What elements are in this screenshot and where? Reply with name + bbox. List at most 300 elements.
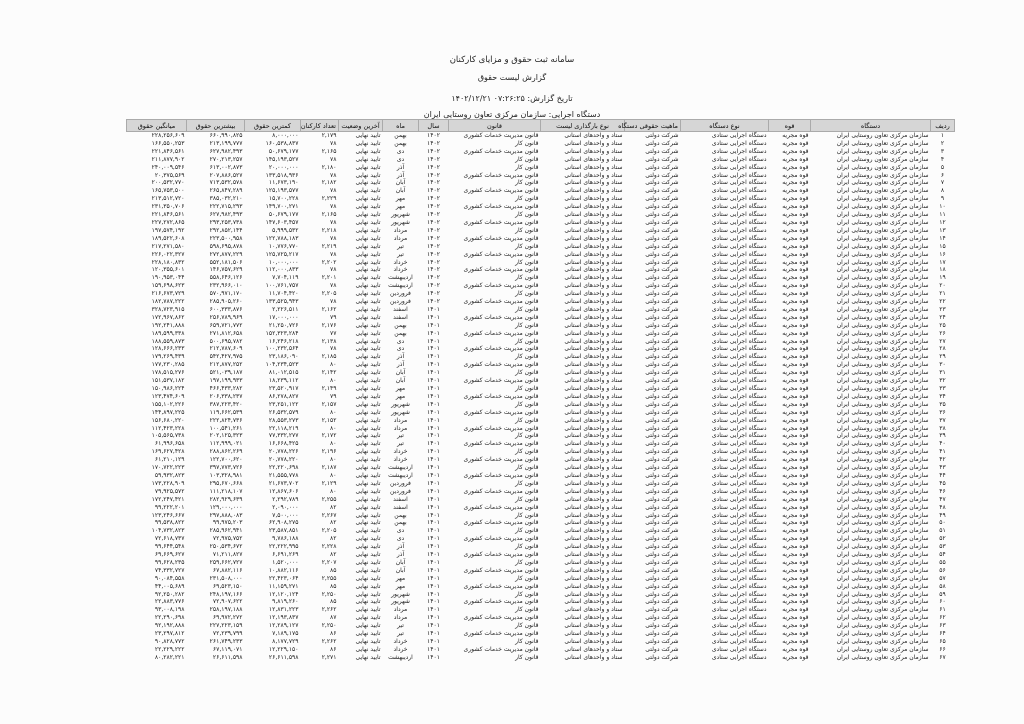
avg-salary-cell: ۱۷۹,۲۶۹,۴۳۹ <box>151 353 185 361</box>
employee-count-cell: ۸۰ <box>330 456 337 464</box>
branch-cell: قوه مجریه <box>782 487 809 495</box>
year-cell: ۱۴۰۱ <box>427 551 440 559</box>
branch-cell: قوه مجریه <box>782 234 809 242</box>
month-cell: دی <box>396 535 405 543</box>
avg-salary-cell: ۱۷۰,۷۲۲,۲۲۳ <box>151 464 185 472</box>
upload-type-cell: ستاد و واحدهای استانی <box>564 432 623 440</box>
law-cell: قانون کار <box>515 179 539 187</box>
status-cell: تایید نهایی <box>355 558 381 566</box>
max-salary-cell: ۶۷,۸۸۲,۱۱۶ <box>212 566 243 574</box>
upload-type-cell: ستاد و واحدهای استانی <box>564 218 623 226</box>
max-salary-cell: ۲۷۲,۸۷۷,۲۲۹ <box>209 250 243 258</box>
month-cell: دی <box>396 147 405 155</box>
avg-salary-cell: ۷۲,۶۱۸,۷۳۷ <box>154 535 185 543</box>
status-cell: تایید نهایی <box>355 527 381 535</box>
row-number: ۲۵ <box>939 321 946 329</box>
upload-type-cell: ستاد و واحدهای استانی <box>564 242 623 250</box>
max-salary-cell: ۱۲۹,۰۰۰,۰۰۰ <box>209 503 243 511</box>
employee-count-cell: ۸۲ <box>330 535 337 543</box>
table-row <box>127 567 955 575</box>
agency-cell: سازمان مرکزی تعاون روستایی ایران <box>836 448 929 456</box>
branch-cell: قوه مجریه <box>782 155 809 163</box>
employee-count-cell: ۷۹ <box>330 313 337 321</box>
table-row <box>127 282 955 290</box>
legal-nature-cell: شرکت دولتی <box>645 337 679 345</box>
year-cell: ۱۴۰۱ <box>427 408 440 416</box>
avg-salary-cell: ۲۱۳,۵۱۲,۷۲۰ <box>151 195 185 203</box>
table-row <box>127 306 955 314</box>
avg-salary-cell: ۱۹۷,۵۷۴,۱۹۲ <box>151 226 185 234</box>
avg-salary-cell: ۱۰۵,۵۶۵,۷۳۸ <box>151 432 185 440</box>
row-number: ۵۴ <box>939 551 946 559</box>
min-salary-cell: ۱۱۲,۰۰۰,۸۳۳ <box>265 266 299 274</box>
row-number: ۳۱ <box>939 369 946 377</box>
branch-cell: قوه مجریه <box>782 653 809 661</box>
month-cell: بهمن <box>394 321 407 329</box>
status-cell: تایید نهایی <box>355 258 381 266</box>
max-salary-cell: ۲۹۷,۸۸۸,۰۸۳ <box>209 511 243 519</box>
law-cell: قانون مدیریت خدمات کشوری <box>463 551 539 559</box>
min-salary-cell: ۲,۲۲۶,۵۱۱ <box>272 305 299 313</box>
year-cell: ۱۴۰۱ <box>427 653 440 661</box>
report-title: گزارش لیست حقوق <box>477 73 547 82</box>
row-number: ۱۸ <box>939 266 946 274</box>
legal-nature-cell: شرکت دولتی <box>645 139 679 147</box>
max-salary-cell: ۲۱۲,۸۷۷,۲۵۲ <box>209 361 243 369</box>
status-cell: تایید نهایی <box>355 290 381 298</box>
agency-type-cell: دستگاه اجرایی ستادی <box>711 511 767 519</box>
table-row <box>127 496 955 504</box>
row-number: ۴۱ <box>939 448 946 456</box>
avg-salary-cell: ۱۸۲,۷۸۷,۲۲۲ <box>151 298 185 306</box>
branch-cell: قوه مجریه <box>782 329 809 337</box>
law-cell: قانون مدیریت خدمات کشوری <box>463 147 539 155</box>
agency-type-cell: دستگاه اجرایی ستادی <box>711 282 767 290</box>
max-salary-cell: ۶۹,۵۲۳,۱۵۰ <box>212 582 243 590</box>
law-cell: قانون کار <box>515 638 539 645</box>
status-cell: تایید نهایی <box>355 242 381 250</box>
status-cell: تایید نهایی <box>355 163 381 171</box>
agency-cell: سازمان مرکزی تعاون روستایی ایران <box>836 622 929 630</box>
agency-cell: سازمان مرکزی تعاون روستایی ایران <box>836 606 929 614</box>
status-cell: تایید نهایی <box>355 282 381 290</box>
row-number: ۴۴ <box>939 471 946 479</box>
law-cell: قانون مدیریت خدمات کشوری <box>463 234 539 242</box>
status-cell: تایید نهایی <box>355 195 381 203</box>
upload-type-cell: ستاد و واحدهای استانی <box>564 574 623 582</box>
employee-count-cell: ۲,۲۵۰ <box>321 590 337 598</box>
law-cell: قانون مدیریت خدمات کشوری <box>463 535 539 543</box>
min-salary-cell: ۸۶,۲۷۸,۸۲۷ <box>268 392 299 400</box>
year-cell: ۱۴۰۱ <box>427 479 440 487</box>
upload-type-cell: ستاد و واحدهای استانی <box>564 179 623 187</box>
legal-nature-cell: شرکت دولتی <box>645 329 679 337</box>
avg-salary-cell: ۱۸۹,۵۹۹,۳۳۸ <box>151 329 185 337</box>
agency-type-cell: دستگاه اجرایی ستادی <box>711 543 767 551</box>
row-number: ۴۸ <box>939 503 946 511</box>
law-cell: قانون کار <box>515 590 539 598</box>
law-cell: قانون کار <box>515 479 539 487</box>
year-cell: ۱۴۰۱ <box>427 558 440 566</box>
min-salary-cell: ۷,۱۸۹,۱۷۵ <box>272 630 299 638</box>
max-salary-cell: ۲۵۹,۶۶۲,۷۲۷ <box>209 558 243 566</box>
upload-type-cell: ستاد و واحدهای استانی <box>564 416 623 424</box>
row-number: ۴۰ <box>939 440 946 448</box>
table-row <box>127 179 955 187</box>
month-cell: آذر <box>396 551 405 559</box>
upload-type-cell: ستاد و واحدهای استانی <box>564 479 623 487</box>
agency-type-cell: دستگاه اجرایی ستادی <box>711 400 767 408</box>
month-cell: مهر <box>395 203 406 211</box>
row-number: ۹ <box>940 195 945 203</box>
year-cell: ۱۴۰۱ <box>427 543 440 551</box>
month-cell: تیر <box>397 440 404 448</box>
min-salary-cell: ۷,۷۰۴,۱۱۹ <box>272 274 299 282</box>
table-row <box>127 512 955 520</box>
row-number: ۳۸ <box>939 424 946 432</box>
agency-type-cell: دستگاه اجرایی ستادی <box>711 385 767 392</box>
status-cell: تایید نهایی <box>355 535 381 543</box>
table-row <box>127 535 955 543</box>
min-salary-cell: ۱۲,۱۲۰,۱۲۴ <box>268 590 299 598</box>
law-cell: قانون کار <box>515 511 539 519</box>
status-cell: تایید نهایی <box>355 266 381 274</box>
branch-cell: قوه مجریه <box>782 345 809 353</box>
employee-count-cell: ۲,۲۵۵ <box>321 495 337 503</box>
agency-type-cell: دستگاه اجرایی ستادی <box>711 630 767 638</box>
upload-type-cell: ستاد و واحدهای استانی <box>564 171 623 179</box>
upload-type-cell: ستاد و واحدهای استانی <box>564 337 623 345</box>
law-cell: قانون مدیریت خدمات کشوری <box>463 313 539 321</box>
agency-type-cell: دستگاه اجرایی ستادی <box>711 495 767 503</box>
agency-cell: سازمان مرکزی تعاون روستایی ایران <box>836 337 929 345</box>
upload-type-cell: ستاد و واحدهای استانی <box>564 234 623 242</box>
avg-salary-cell: ۱۷۲,۲۴۷,۴۲۱ <box>151 495 185 503</box>
table-row <box>127 591 955 599</box>
agency-cell: سازمان مرکزی تعاون روستایی ایران <box>836 598 929 606</box>
agency-cell: سازمان مرکزی تعاون روستایی ایران <box>836 408 929 416</box>
month-cell: آبان <box>395 369 406 377</box>
col-header: ماه <box>383 120 419 132</box>
max-salary-cell: ۲۲۲,۷۱۵,۲۹۳ <box>209 203 243 211</box>
employee-count-cell: ۲,۱۵۲ <box>321 416 337 424</box>
table-row <box>127 172 955 180</box>
agency-cell: سازمان مرکزی تعاون روستایی ایران <box>836 369 929 377</box>
agency-cell: سازمان مرکزی تعاون روستایی ایران <box>836 353 929 361</box>
year-cell: ۱۴۰۱ <box>427 385 440 392</box>
law-cell: قانون کار <box>515 353 539 361</box>
upload-type-cell: ستاد و واحدهای استانی <box>564 551 623 559</box>
min-salary-cell: ۲۳,۵۸۷,۸۵۱ <box>268 527 299 535</box>
table-row <box>127 195 955 203</box>
status-cell: تایید نهایی <box>355 432 381 440</box>
status-cell: تایید نهایی <box>355 321 381 329</box>
legal-nature-cell: شرکت دولتی <box>645 432 679 440</box>
agency-type-cell: دستگاه اجرایی ستادی <box>711 266 767 274</box>
upload-type-cell: ستاد و واحدهای استانی <box>564 392 623 400</box>
law-cell: قانون کار <box>515 211 539 219</box>
table-row <box>127 638 955 646</box>
upload-type-cell: ستاد و واحدهای استانی <box>564 606 623 614</box>
legal-nature-cell: شرکت دولتی <box>645 645 679 653</box>
max-salary-cell: ۷۲,۹۰۷,۶۲۲ <box>212 598 243 606</box>
month-cell: آبان <box>395 566 406 574</box>
legal-nature-cell: شرکت دولتی <box>645 377 679 385</box>
month-cell: آبان <box>395 187 406 195</box>
law-cell: قانون کار <box>515 385 539 392</box>
table-row <box>127 527 955 535</box>
employee-count-cell: ۸۶ <box>330 645 337 653</box>
month-cell: آبان <box>395 179 406 187</box>
law-cell: قانون مدیریت خدمات کشوری <box>463 392 539 400</box>
row-number: ۵۲ <box>939 535 946 543</box>
table-row <box>127 132 955 140</box>
legal-nature-cell: شرکت دولتی <box>645 408 679 416</box>
upload-type-cell: ستاد و واحدهای استانی <box>564 377 623 385</box>
year-cell: ۱۴۰۱ <box>427 487 440 495</box>
agency-type-cell: دستگاه اجرایی ستادی <box>711 614 767 622</box>
status-cell: تایید نهایی <box>355 645 381 653</box>
max-salary-cell: ۴۶۶,۴۳۳,۲۸۲ <box>209 385 243 392</box>
agency-type-cell: دستگاه اجرایی ستادی <box>711 566 767 574</box>
legal-nature-cell: شرکت دولتی <box>645 321 679 329</box>
row-number: ۱۹ <box>939 274 946 282</box>
month-cell: شهریور <box>391 211 410 219</box>
min-salary-cell: ۱۰۰,۲۳۲,۵۶۴ <box>265 345 299 353</box>
month-cell: دی <box>396 527 405 535</box>
avg-salary-cell: ۹۳,۰۰۸,۱۹۸ <box>154 606 185 614</box>
agency-cell: سازمان مرکزی تعاون روستایی ایران <box>836 535 929 543</box>
branch-cell: قوه مجریه <box>782 503 809 511</box>
year-cell: ۱۴۰۲ <box>427 242 440 250</box>
employee-count-cell: ۲,۲۰۵ <box>321 527 337 535</box>
agency-type-cell: دستگاه اجرایی ستادی <box>711 503 767 511</box>
agency-cell: سازمان مرکزی تعاون روستایی ایران <box>836 385 929 392</box>
employee-count-cell: ۷۸ <box>330 139 337 147</box>
avg-salary-cell: ۹۹,۲۲۲,۲۰۱ <box>154 503 185 511</box>
employee-count-cell: ۲,۱۳۸ <box>321 337 337 345</box>
branch-cell: قوه مجریه <box>782 574 809 582</box>
min-salary-cell: ۱۲,۸۳۱,۲۲۳ <box>268 606 299 614</box>
min-salary-cell: ۱۶,۶۶۸,۴۲۵ <box>268 440 299 448</box>
agency-type-cell: دستگاه اجرایی ستادی <box>711 638 767 645</box>
agency-type-cell: دستگاه اجرایی ستادی <box>711 582 767 590</box>
agency-cell: سازمان مرکزی تعاون روستایی ایران <box>836 400 929 408</box>
min-salary-cell: ۲۳,۲۵۱,۱۲۲ <box>268 400 299 408</box>
agency-cell: سازمان مرکزی تعاون روستایی ایران <box>836 290 929 298</box>
avg-salary-cell: ۹۹,۶۲۸,۲۳۵ <box>154 558 185 566</box>
employee-count-cell: ۲,۲۱۸ <box>321 226 337 234</box>
status-cell: تایید نهایی <box>355 337 381 345</box>
avg-salary-cell: ۶۱,۹۹۶,۶۵۸ <box>154 440 185 448</box>
table-row <box>127 614 955 622</box>
min-salary-cell: ۹,۸۱۹,۲۶۰ <box>272 598 299 606</box>
min-salary-cell: ۱۴۷,۶۰۳,۴۵۷ <box>265 218 299 226</box>
branch-cell: قوه مجریه <box>782 622 809 630</box>
upload-type-cell: ستاد و واحدهای استانی <box>564 543 623 551</box>
status-cell: تایید نهایی <box>355 519 381 527</box>
avg-salary-cell: ۷۹,۹۲۵,۵۷۲ <box>154 487 185 495</box>
branch-cell: قوه مجریه <box>782 464 809 472</box>
employee-count-cell: ۲,۲۰۷ <box>321 558 337 566</box>
law-cell: قانون کار <box>515 416 539 424</box>
row-number: ۳ <box>940 147 945 155</box>
min-salary-cell: ۱۳۳,۵۲۵,۹۴۳ <box>265 298 299 306</box>
employee-count-cell: ۸۰ <box>330 424 337 432</box>
branch-cell: قوه مجریه <box>782 163 809 171</box>
month-cell: اسفند <box>393 305 408 313</box>
row-number: ۵۹ <box>939 590 946 598</box>
branch-cell: قوه مجریه <box>782 598 809 606</box>
table-row <box>127 551 955 559</box>
agency-type-cell: دستگاه اجرایی ستادی <box>711 645 767 653</box>
employee-count-cell: ۲,۱۶۲ <box>321 305 337 313</box>
branch-cell: قوه مجریه <box>782 313 809 321</box>
min-salary-cell: ۱۲,۲۸۹,۱۲۷ <box>268 622 299 630</box>
upload-type-cell: ستاد و واحدهای استانی <box>564 622 623 630</box>
law-cell: قانون مدیریت خدمات کشوری <box>463 582 539 590</box>
month-cell: تیر <box>397 432 404 440</box>
upload-type-cell: ستاد و واحدهای استانی <box>564 424 623 432</box>
month-cell: اردیبهشت <box>388 274 413 282</box>
table-row <box>127 345 955 353</box>
month-cell: خرداد <box>393 266 408 274</box>
employee-count-cell: ۲,۲۰۲ <box>321 258 337 266</box>
branch-cell: قوه مجریه <box>782 606 809 614</box>
min-salary-cell: ۸,۰۰۰,۰۰۰ <box>272 132 299 139</box>
agency-type-cell: دستگاه اجرایی ستادی <box>711 416 767 424</box>
min-salary-cell: ۵,۹۹۹,۵۳۲ <box>272 226 299 234</box>
agency-type-cell: دستگاه اجرایی ستادی <box>711 321 767 329</box>
year-cell: ۱۴۰۲ <box>427 250 440 258</box>
min-salary-cell: ۱۱,۷۰۴,۴۲۰ <box>268 290 299 298</box>
max-salary-cell: ۲۷۰,۲۱۳,۲۵۷ <box>209 155 243 163</box>
row-number: ۵۷ <box>939 574 946 582</box>
employee-count-cell: ۲,۲۲۸ <box>321 543 337 551</box>
employee-count-cell: ۲,۱۹۶ <box>321 448 337 456</box>
row-number: ۱۵ <box>939 242 946 250</box>
table-row <box>127 322 955 330</box>
table-row <box>127 432 955 440</box>
avg-salary-cell: ۹۰,۰۸۴,۵۵۸ <box>154 574 185 582</box>
row-number: ۴۲ <box>939 456 946 464</box>
row-number: ۶۱ <box>939 606 946 614</box>
table-row <box>127 187 955 195</box>
legal-nature-cell: شرکت دولتی <box>645 456 679 464</box>
max-salary-cell: ۶۱۳,۰۰۲,۸۷۳ <box>209 163 243 171</box>
table-row <box>127 488 955 496</box>
upload-type-cell: ستاد و واحدهای استانی <box>564 313 623 321</box>
max-salary-cell: ۱۴۶,۷۵۷,۶۲۹ <box>209 266 243 274</box>
row-number: ۶ <box>940 171 945 179</box>
year-cell: ۱۴۰۲ <box>427 266 440 274</box>
min-salary-cell: ۷,۵۰۰,۰۰۰ <box>272 511 299 519</box>
report-date: تاریخ گزارش: ۰۷:۲۶:۲۵ ۱۴۰۲/۱۲/۲۱ <box>451 94 573 103</box>
branch-cell: قوه مجریه <box>782 614 809 622</box>
law-cell: قانون مدیریت خدمات کشوری <box>463 361 539 369</box>
row-number: ۶۵ <box>939 638 946 645</box>
month-cell: خرداد <box>393 448 408 456</box>
month-cell: آذر <box>396 543 405 551</box>
min-salary-cell: ۱۶,۲۴۶,۲۱۸ <box>268 337 299 345</box>
max-salary-cell: ۳۸۷,۲۲۳,۴۲۰ <box>209 400 243 408</box>
year-cell: ۱۴۰۱ <box>427 622 440 630</box>
branch-cell: قوه مجریه <box>782 471 809 479</box>
table-header-row <box>127 120 955 132</box>
status-cell: تایید نهایی <box>355 574 381 582</box>
table-row <box>127 290 955 298</box>
month-cell: مرداد <box>393 416 408 424</box>
legal-nature-cell: شرکت دولتی <box>645 543 679 551</box>
agency-type-cell: دستگاه اجرایی ستادی <box>711 155 767 163</box>
employee-count-cell: ۸۷ <box>330 614 337 622</box>
employee-count-cell: ۲,۱۲۹ <box>321 479 337 487</box>
year-cell: ۱۴۰۱ <box>427 329 440 337</box>
agency-type-cell: دستگاه اجرایی ستادی <box>711 132 767 139</box>
upload-type-cell: ستاد و واحدهای استانی <box>564 290 623 298</box>
upload-type-cell: ستاد و واحدهای استانی <box>564 582 623 590</box>
avg-salary-cell: ۱۲۳,۲۴۶,۶۶۷ <box>151 511 185 519</box>
agency-type-cell: دستگاه اجرایی ستادی <box>711 487 767 495</box>
legal-nature-cell: شرکت دولتی <box>645 147 679 155</box>
table-row <box>127 630 955 638</box>
agency-cell: سازمان مرکزی تعاون روستایی ایران <box>836 471 929 479</box>
row-number: ۴۶ <box>939 487 946 495</box>
branch-cell: قوه مجریه <box>782 171 809 179</box>
month-cell: فروردین <box>390 290 411 298</box>
table-row <box>127 219 955 227</box>
max-salary-cell: ۶۵۹,۷۲۱,۷۷۲ <box>209 321 243 329</box>
min-salary-cell: ۱۰۴,۲۳۴,۵۲۳ <box>265 361 299 369</box>
year-cell: ۱۴۰۱ <box>427 574 440 582</box>
month-cell: شهریور <box>391 590 410 598</box>
max-salary-cell: ۶۷,۱۱۹,۰۷۱ <box>212 645 243 653</box>
status-cell: تایید نهایی <box>355 456 381 464</box>
year-cell: ۱۴۰۱ <box>427 448 440 456</box>
upload-type-cell: ستاد و واحدهای استانی <box>564 590 623 598</box>
row-number: ۱۲ <box>939 218 946 226</box>
law-cell: قانون مدیریت خدمات کشوری <box>463 203 539 211</box>
upload-type-cell: ستاد و واحدهای استانی <box>564 598 623 606</box>
legal-nature-cell: شرکت دولتی <box>645 487 679 495</box>
row-number: ۶۷ <box>939 653 946 661</box>
law-cell: قانون کار <box>515 337 539 345</box>
agency-cell: سازمان مرکزی تعاون روستایی ایران <box>836 456 929 464</box>
row-number: ۴۳ <box>939 464 946 472</box>
legal-nature-cell: شرکت دولتی <box>645 535 679 543</box>
row-number: ۴۹ <box>939 511 946 519</box>
legal-nature-cell: شرکت دولتی <box>645 590 679 598</box>
branch-cell: قوه مجریه <box>782 369 809 377</box>
row-number: ۵۸ <box>939 582 946 590</box>
status-cell: تایید نهایی <box>355 543 381 551</box>
row-number: ۱۷ <box>939 258 946 266</box>
row-number: ۲۹ <box>939 353 946 361</box>
legal-nature-cell: شرکت دولتی <box>645 519 679 527</box>
row-number: ۱۳ <box>939 226 946 234</box>
law-cell: قانون مدیریت خدمات کشوری <box>463 487 539 495</box>
employee-count-cell: ۲,۱۶۵ <box>321 147 337 155</box>
max-salary-cell: ۵۵۲,۱۸۱,۵۰۶ <box>209 258 243 266</box>
agency-type-cell: دستگاه اجرایی ستادی <box>711 211 767 219</box>
agency-cell: سازمان مرکزی تعاون روستایی ایران <box>836 440 929 448</box>
row-number: ۲۲ <box>939 298 946 306</box>
agency-cell: سازمان مرکزی تعاون روستایی ایران <box>836 645 929 653</box>
agency-type-cell: دستگاه اجرایی ستادی <box>711 471 767 479</box>
max-salary-cell: ۲۶۱,۷۴۹,۲۳۳ <box>209 638 243 645</box>
status-cell: تایید نهایی <box>355 440 381 448</box>
month-cell: مرداد <box>393 606 408 614</box>
